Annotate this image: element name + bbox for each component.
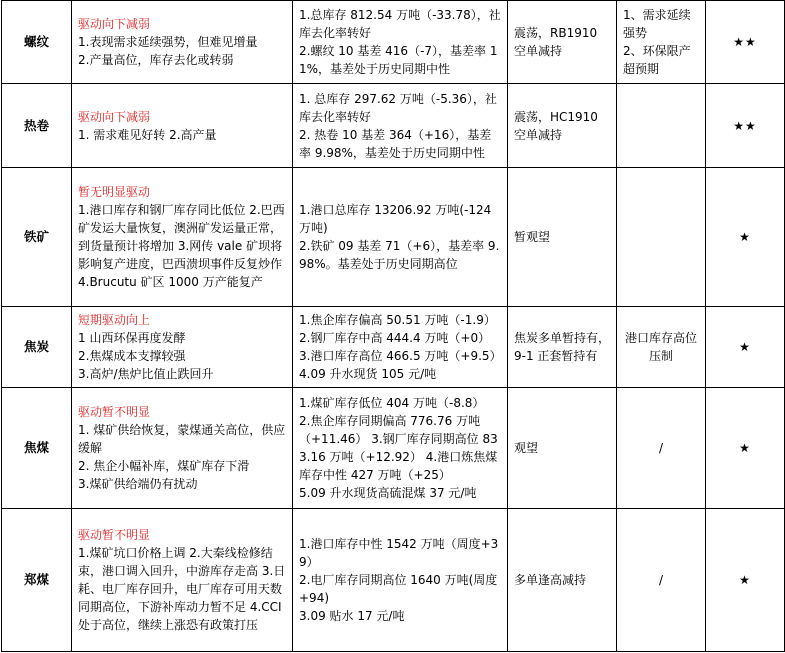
driver-line: 4.Brucutu 矿区 1000 万产能复产 <box>78 275 263 289</box>
driver-line: 3.高炉/焦炉比值止跌回升 <box>78 367 214 381</box>
driver-line: 1.表现需求延续强势，但难见增量 <box>78 35 258 49</box>
commodity-name: 焦炭 <box>2 307 72 388</box>
table-row <box>2 388 785 509</box>
commodity-name: 铁矿 <box>2 168 72 307</box>
data-cell <box>293 168 508 307</box>
driver-line: 1. 需求难见好转 2.高产量 <box>78 127 217 142</box>
driver-cell <box>72 388 293 509</box>
driver-headline: 驱动向下减弱 <box>78 109 151 124</box>
table-row <box>2 168 785 307</box>
data-line: 4.09 升水现货 105 元/吨 <box>299 367 437 381</box>
commodity-name: 焦煤 <box>2 388 72 509</box>
driver-cell <box>72 168 293 307</box>
data-line: 1.总库存 812.54 万吨（-33.78），社库去化率转好 <box>299 8 501 40</box>
data-line: 1.港口库存中性 1542 万吨（周度+39） <box>299 537 499 569</box>
risk-cell <box>617 168 706 307</box>
driver-line: 3.煤矿供给端仍有扰动 <box>78 477 198 491</box>
driver-headline: 驱动向下减弱 <box>78 17 151 31</box>
strategy-cell: 震荡，HC1910 空单减持 <box>508 84 617 168</box>
driver-cell <box>72 307 293 388</box>
strategy-cell: 多单逢高减持 <box>508 509 617 652</box>
data-cell <box>293 509 508 652</box>
risk-cell: / <box>617 388 706 509</box>
data-line: 2.电厂库存同期高位 1640 万吨(周度+94) <box>299 573 498 605</box>
data-line: 1.焦企库存偏高 50.51 万吨（-1.9） <box>299 313 496 327</box>
driver-line: 1.煤矿坑口价格上调 2.大秦线检修结束，港口调入回升，中游库存走高 3.日耗、电厂库存回升，电厂库存可用天数同期高位，下游补库动力暂不足 4.CCI 处于高位，继续上涨恐有政策打压 <box>78 546 286 632</box>
data-line: 2.铁矿 09 基差 71（+6），基差率 9.98%。基差处于历史同期高位 <box>299 239 500 271</box>
driver-line: 1 山西环保再度发酵 <box>78 331 186 345</box>
data-line: 2.钢厂库存中高 444.4 万吨（+0） <box>299 331 491 345</box>
strategy-cell: 观望 <box>508 388 617 509</box>
data-line: 2. 热卷 10 基差 364（+16），基差率 9.98%，基差处于历史同期中性 <box>299 127 492 160</box>
strategy-cell: 焦炭多单暂持有，9-1 正套暂持有 <box>508 307 617 388</box>
data-line: 5.09 升水现货高硫混煤 37 元/吨 <box>299 486 477 500</box>
driver-line: 2. 焦企小幅补库，煤矿库存下滑 <box>78 459 250 473</box>
data-line: 3.09 贴水 17 元/吨 <box>299 609 405 623</box>
data-line: 2.焦企库存同期偏高 776.76 万吨（+11.46） 3.钢厂库存同期高位 833.16 万吨（+12.92） 4.港口炼焦煤库存中性 427 万吨（+25） <box>299 414 498 482</box>
rating-stars: ★★ <box>706 84 785 168</box>
driver-cell <box>72 1 293 84</box>
data-line: 1.港口总库存 13206.92 万吨(-124 万吨) <box>299 203 492 235</box>
driver-headline: 驱动暂不明显 <box>78 528 151 542</box>
table-row <box>2 509 785 652</box>
strategy-cell: 震荡，RB1910 空单减持 <box>508 1 617 84</box>
data-line: 1.煤矿库存低位 404 万吨（-8.8） <box>299 396 485 410</box>
driver-line: 1. 煤矿供给恢复，蒙煤通关高位，供应缓解 <box>78 423 286 455</box>
data-cell <box>293 307 508 388</box>
driver-line: 2.产量高位，库存去化或转弱 <box>78 53 234 67</box>
risk-cell: / <box>617 509 706 652</box>
table-row <box>2 84 785 168</box>
commodity-name: 郑煤 <box>2 509 72 652</box>
driver-headline: 驱动暂不明显 <box>78 405 151 419</box>
rating-stars: ★ <box>706 388 785 509</box>
futures-analysis-table <box>1 0 785 652</box>
driver-headline: 暂无明显驱动 <box>78 185 151 199</box>
commodity-name: 热卷 <box>2 84 72 168</box>
data-line: 1. 总库存 297.62 万吨（-5.36），社库去化率转好 <box>299 91 497 124</box>
driver-line: 2.焦煤成本支撑较强 <box>78 349 186 363</box>
risk-cell: 1、需求延续强势 2、环保限产超预期 <box>617 1 706 84</box>
data-line: 3.港口库存高位 466.5 万吨（+9.5） <box>299 349 502 363</box>
data-line: 2.螺纹 10 基差 416（-7），基差率 11%，基差处于历史同期中性 <box>299 44 498 76</box>
risk-cell <box>617 84 706 168</box>
driver-cell <box>72 84 293 168</box>
table-row <box>2 307 785 388</box>
data-cell <box>293 1 508 84</box>
rating-stars: ★★ <box>706 1 785 84</box>
strategy-cell: 暂观望 <box>508 168 617 307</box>
commodity-name: 螺纹 <box>2 1 72 84</box>
data-cell <box>293 84 508 168</box>
table-row <box>2 1 785 84</box>
driver-cell <box>72 509 293 652</box>
rating-stars: ★ <box>706 509 785 652</box>
data-cell <box>293 388 508 509</box>
driver-headline: 短期驱动向上 <box>78 313 151 327</box>
rating-stars: ★ <box>706 168 785 307</box>
risk-cell: 港口库存高位压制 <box>617 307 706 388</box>
rating-stars: ★ <box>706 307 785 388</box>
driver-line: 1.港口库存和钢厂库存同比低位 2.巴西矿发运大量恢复，澳洲矿发运量正常，到货量预计将增加 3.网传 vale 矿坝将影响复产进度，巴西溃坝事件反复炒作 <box>78 203 285 271</box>
